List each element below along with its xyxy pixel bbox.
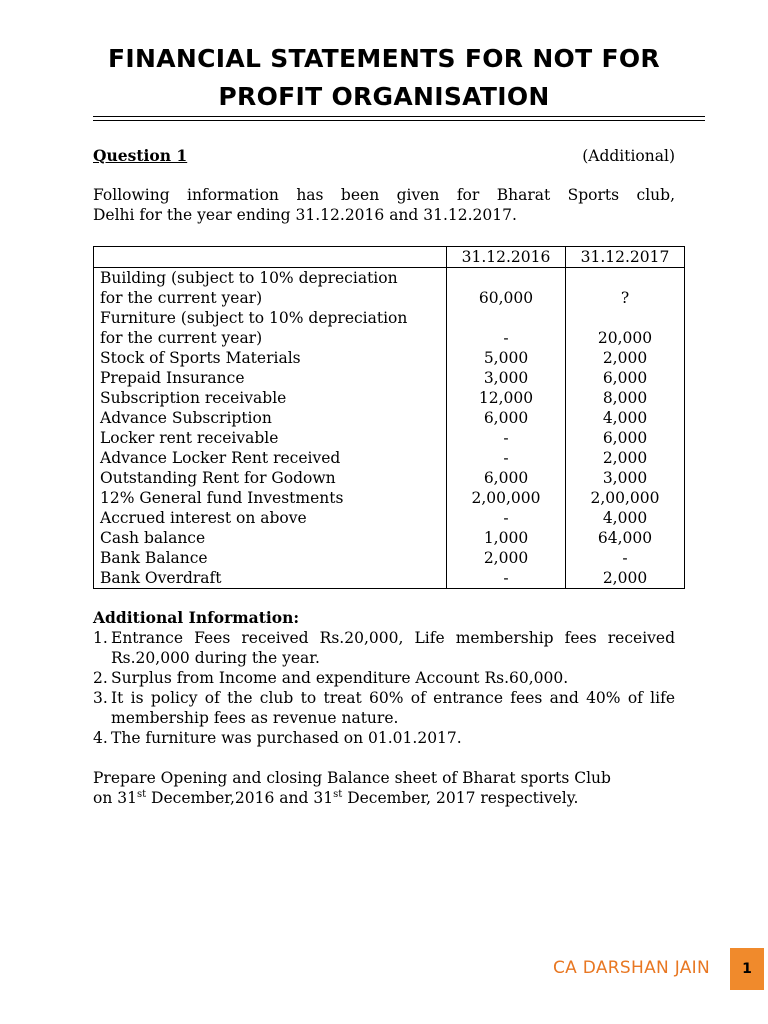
list-item xyxy=(93,668,675,688)
row-value-2017: ? xyxy=(566,288,685,308)
table-row xyxy=(94,508,685,528)
prepare-text-a: on 31 xyxy=(93,789,137,807)
document-title xyxy=(60,40,708,116)
table-row xyxy=(94,408,685,428)
list-item xyxy=(93,728,675,748)
question-header xyxy=(93,145,675,167)
row-value-2017: 6,000 xyxy=(566,428,685,448)
question-note: (Additional) xyxy=(582,147,675,165)
row-label: Advance Locker Rent received xyxy=(94,448,447,468)
table-row xyxy=(94,388,685,408)
row-value-2017: 6,000 xyxy=(566,368,685,388)
row-value-2017: 2,000 xyxy=(566,568,685,589)
list-item-number: 1. xyxy=(93,629,108,647)
prepare-instruction xyxy=(93,768,675,808)
row-value-2016: - xyxy=(447,328,566,348)
row-value-2017: 64,000 xyxy=(566,528,685,548)
row-value-2016 xyxy=(447,308,566,328)
table-row xyxy=(94,268,685,289)
additional-list xyxy=(93,628,675,748)
row-value-2016: 1,000 xyxy=(447,528,566,548)
table-row xyxy=(94,488,685,508)
row-value-2016: - xyxy=(447,428,566,448)
row-label: Prepaid Insurance xyxy=(94,368,447,388)
row-value-2017: 3,000 xyxy=(566,468,685,488)
row-label: Building (subject to 10% depreciation xyxy=(94,268,447,289)
row-label: Cash balance xyxy=(94,528,447,548)
row-value-2016: 2,00,000 xyxy=(447,488,566,508)
prepare-sup-2: st xyxy=(333,788,343,800)
list-item-number: 3. xyxy=(93,689,108,707)
row-value-2016: 5,000 xyxy=(447,348,566,368)
title-rule-bottom xyxy=(93,120,705,121)
table-row xyxy=(94,468,685,488)
row-label: Subscription receivable xyxy=(94,388,447,408)
prepare-line-2 xyxy=(93,788,675,808)
row-value-2016: - xyxy=(447,568,566,589)
row-value-2016: 2,000 xyxy=(447,548,566,568)
table-header-2017: 31.12.2017 xyxy=(566,247,685,268)
table-header-label xyxy=(94,247,447,268)
balance-data-table xyxy=(93,246,685,589)
list-item-text: Surplus from Income and expenditure Account Rs.60,000. xyxy=(111,669,569,687)
title-rule-top xyxy=(93,116,705,117)
table-row xyxy=(94,448,685,468)
row-value-2017: - xyxy=(566,548,685,568)
intro-line-1: Following information has been given for Bharat Sports club, xyxy=(93,186,675,204)
row-value-2017 xyxy=(566,308,685,328)
list-item xyxy=(93,628,675,668)
intro-line-2: Delhi for the year ending 31.12.2016 and 31.12.2017. xyxy=(93,206,517,224)
row-label: Furniture (subject to 10% depreciation xyxy=(94,308,447,328)
row-label: for the current year) xyxy=(94,328,447,348)
row-value-2017: 4,000 xyxy=(566,508,685,528)
list-item-text: Entrance Fees received Rs.20,000, Life membership fees received Rs.20,000 during the year. xyxy=(111,629,675,667)
row-value-2016: 60,000 xyxy=(447,288,566,308)
table-header-2016: 31.12.2016 xyxy=(447,247,566,268)
row-label: Bank Overdraft xyxy=(94,568,447,589)
list-item-text: It is policy of the club to treat 60% of entrance fees and 40% of life membership fees as revenue nature. xyxy=(111,689,675,727)
row-label: 12% General fund Investments xyxy=(94,488,447,508)
list-item-text: The furniture was purchased on 01.01.2017. xyxy=(111,729,462,747)
title-line-1: FINANCIAL STATEMENTS FOR NOT FOR xyxy=(108,44,660,73)
row-value-2016 xyxy=(447,268,566,289)
table-row xyxy=(94,288,685,308)
prepare-text-b: December,2016 and 31 xyxy=(146,789,334,807)
table-row xyxy=(94,528,685,548)
list-item-number: 2. xyxy=(93,669,108,687)
list-item xyxy=(93,688,675,728)
footer-author: CA DARSHAN JAIN xyxy=(552,958,710,978)
table-row xyxy=(94,368,685,388)
additional-information xyxy=(93,608,675,748)
row-value-2016: - xyxy=(447,508,566,528)
row-value-2017: 20,000 xyxy=(566,328,685,348)
row-label: Stock of Sports Materials xyxy=(94,348,447,368)
row-label: Advance Subscription xyxy=(94,408,447,428)
row-label: Outstanding Rent for Godown xyxy=(94,468,447,488)
question-label: Question 1 xyxy=(93,146,188,165)
row-label: Locker rent receivable xyxy=(94,428,447,448)
row-value-2017: 2,00,000 xyxy=(566,488,685,508)
page-number: 1 xyxy=(730,948,764,990)
table-body xyxy=(94,268,685,589)
prepare-sup-1: st xyxy=(136,788,147,800)
row-value-2016: 12,000 xyxy=(447,388,566,408)
row-value-2017: 8,000 xyxy=(566,388,685,408)
row-value-2017 xyxy=(566,268,685,289)
row-label: Bank Balance xyxy=(94,548,447,568)
row-value-2017: 2,000 xyxy=(566,348,685,368)
table-row xyxy=(94,548,685,568)
additional-heading: Additional Information: xyxy=(93,608,300,627)
row-value-2017: 4,000 xyxy=(566,408,685,428)
row-value-2017: 2,000 xyxy=(566,448,685,468)
row-label: Accrued interest on above xyxy=(94,508,447,528)
table-row xyxy=(94,568,685,589)
table-row xyxy=(94,348,685,368)
row-value-2016: - xyxy=(447,448,566,468)
row-value-2016: 3,000 xyxy=(447,368,566,388)
table-row xyxy=(94,428,685,448)
prepare-line-1: Prepare Opening and closing Balance sheet of Bharat sports Club xyxy=(93,769,611,787)
row-value-2016: 6,000 xyxy=(447,408,566,428)
table-row xyxy=(94,328,685,348)
title-line-2: PROFIT ORGANISATION xyxy=(218,82,550,111)
row-label: for the current year) xyxy=(94,288,447,308)
prepare-text-c: December, 2017 respectively. xyxy=(342,789,579,807)
table-header-row xyxy=(94,247,685,268)
question-intro xyxy=(93,185,675,225)
list-item-number: 4. xyxy=(93,729,108,747)
row-value-2016: 6,000 xyxy=(447,468,566,488)
table-row xyxy=(94,308,685,328)
